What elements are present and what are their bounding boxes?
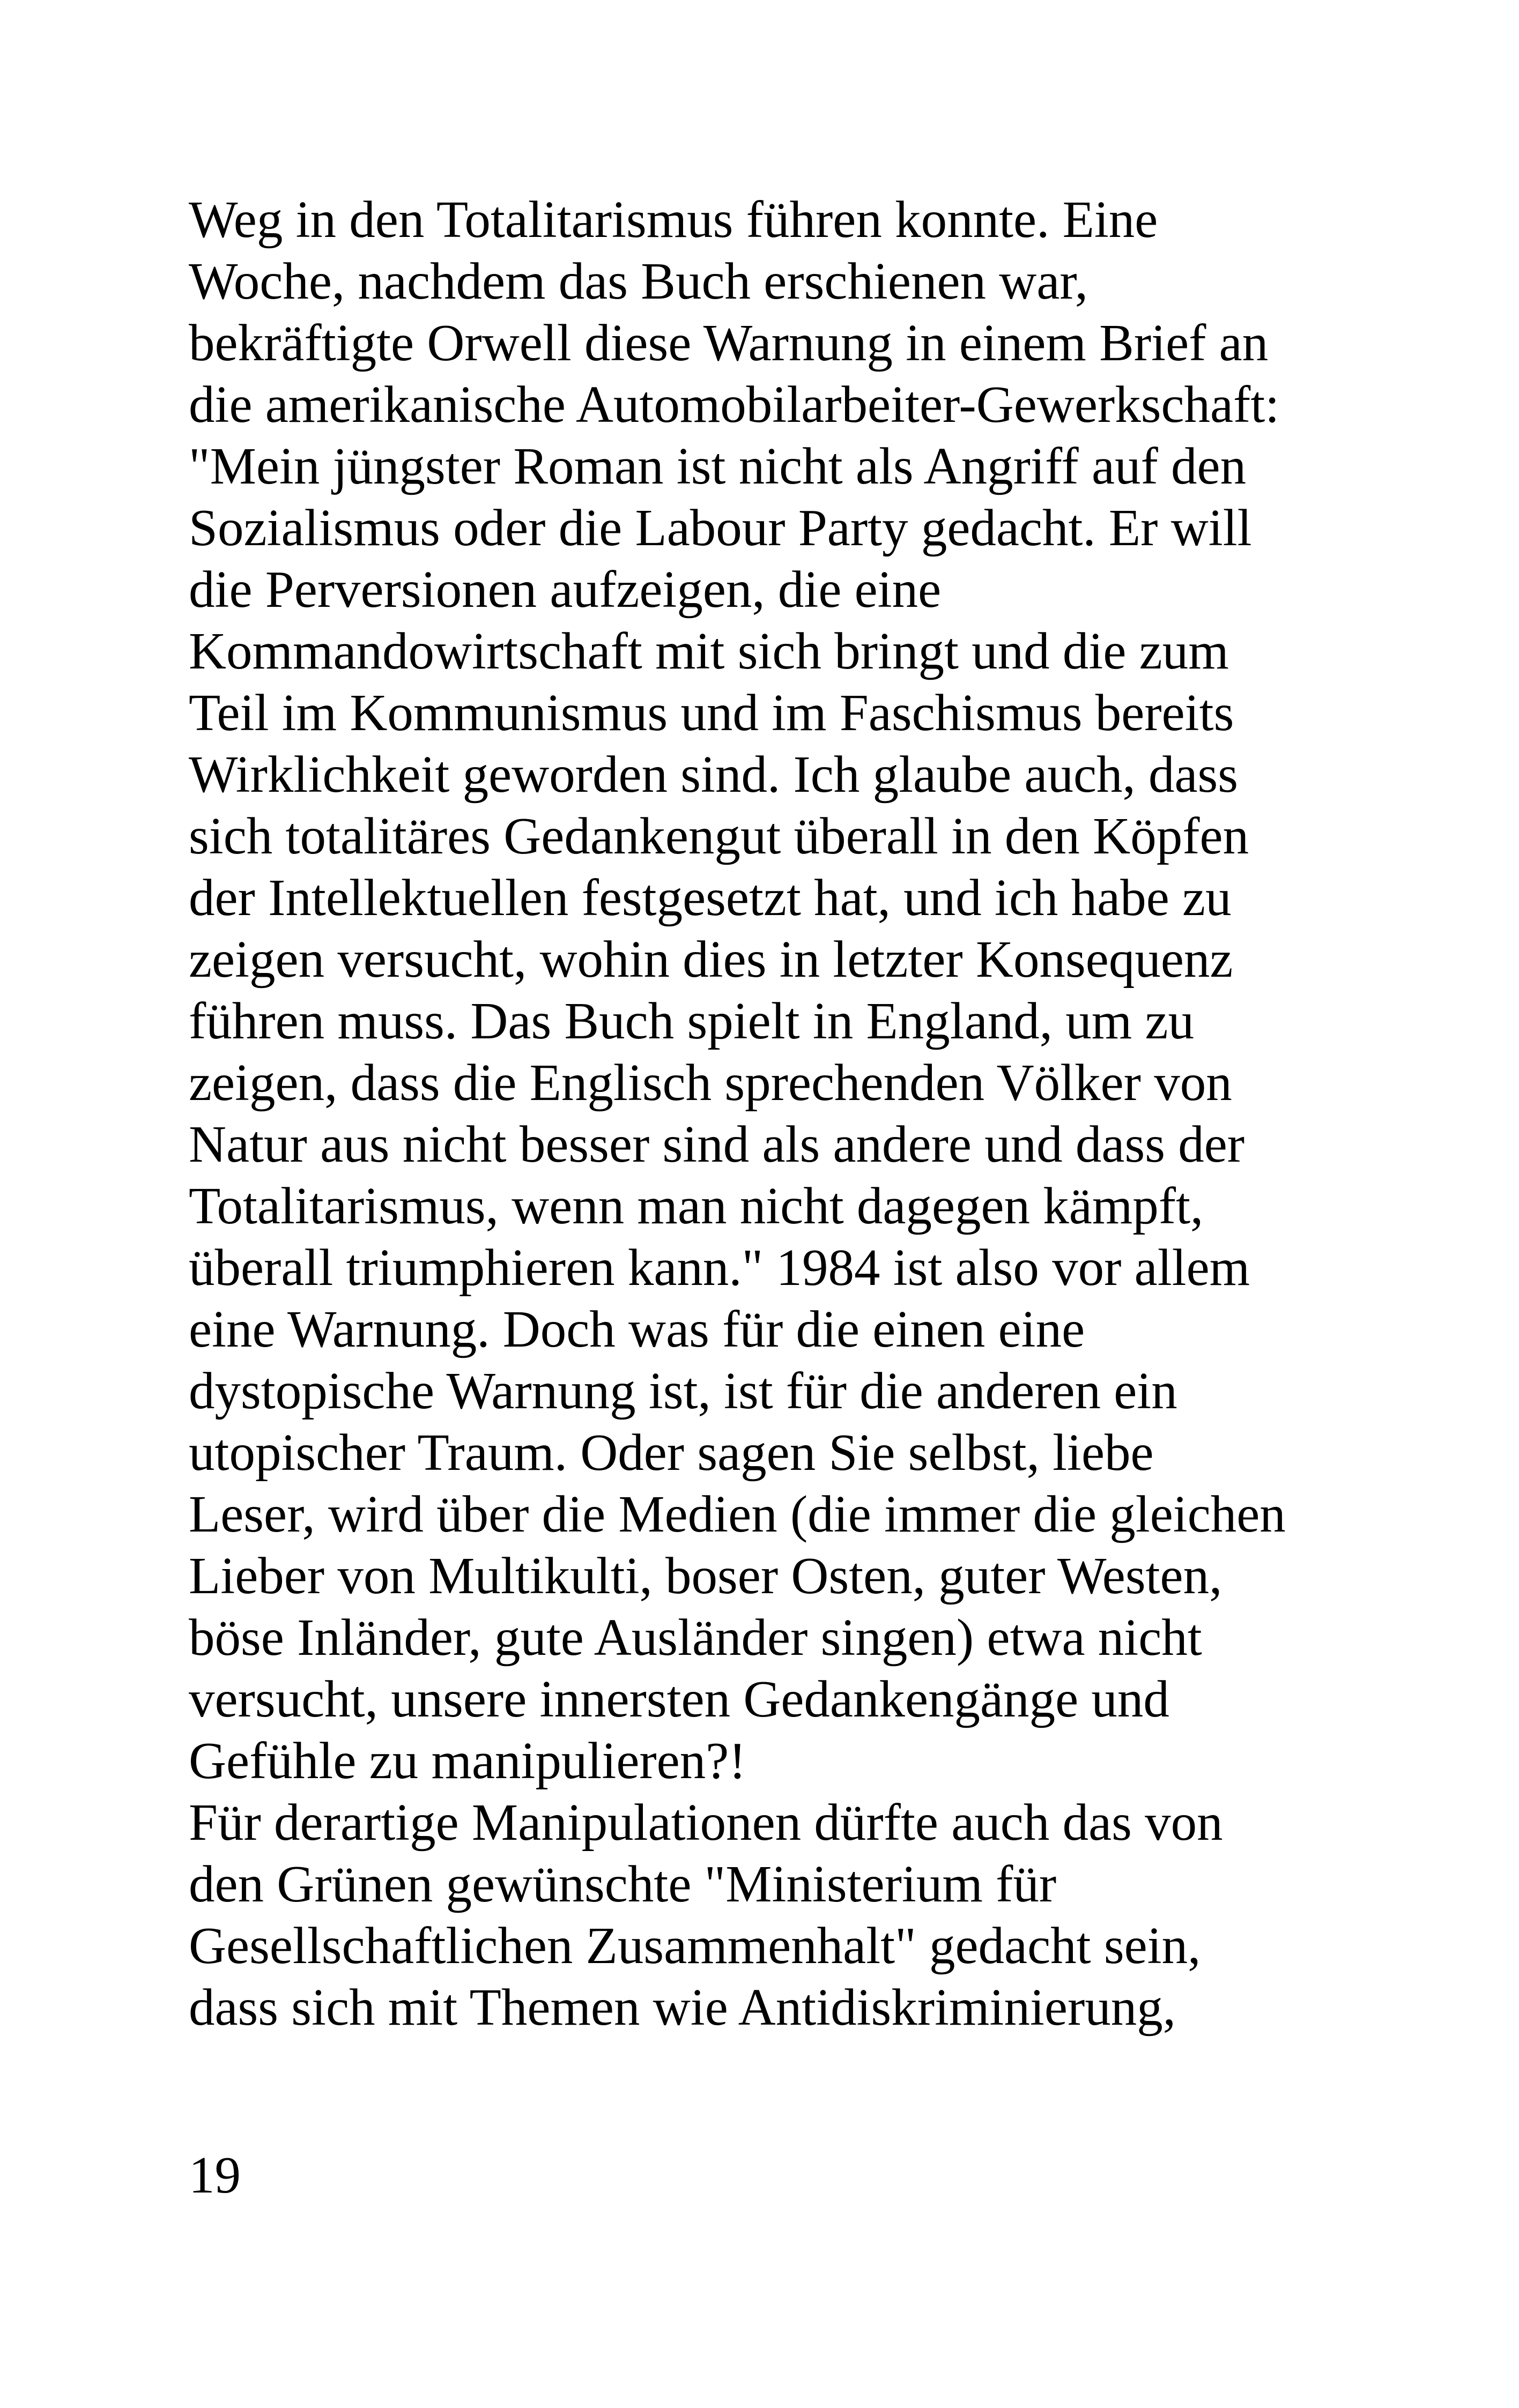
text-line: Lieber von Multikulti, boser Osten, guter Westen, (189, 1547, 1222, 1604)
text-line: den Grünen gewünschte "Ministerium für (189, 1855, 1057, 1913)
text-line: Natur aus nicht besser sind als andere und dass der (189, 1116, 1245, 1173)
text-line: sich totalitäres Gedankengut überall in den Köpfen (189, 807, 1249, 865)
text-line: die Perversionen aufzeigen, die eine (189, 561, 942, 618)
text-line: böse Inländer, gute Ausländer singen) etwa nicht (189, 1609, 1202, 1666)
page-number: 19 (189, 2146, 241, 2204)
text-line: bekräftigte Orwell diese Warnung in einem Brief an (189, 314, 1269, 371)
text-line: dystopische Warnung ist, ist für die anderen ein (189, 1362, 1177, 1419)
text-line: Für derartige Manipulationen dürfte auch das von (189, 1794, 1223, 1851)
text-line: Kommandowirtschaft mit sich bringt und die zum (189, 622, 1229, 680)
text-line: versucht, unsere innersten Gedankengänge und (189, 1670, 1169, 1728)
text-line: zeigen, dass die Englisch sprechenden Völker von (189, 1054, 1232, 1111)
text-line: eine Warnung. Doch was für die einen eine (189, 1300, 1085, 1358)
text-line: die amerikanische Automobilarbeiter-Gewerkschaft: (189, 376, 1280, 433)
text-line: Sozialismus oder die Labour Party gedacht. Er will (189, 499, 1252, 556)
text-line: utopischer Traum. Oder sagen Sie selbst, liebe (189, 1424, 1154, 1481)
text-line: Totalitarismus, wenn man nicht dagegen kämpft, (189, 1177, 1204, 1235)
text-line: "Mein jüngster Roman ist nicht als Angriff auf den (189, 437, 1247, 495)
text-line: Leser, wird über die Medien (die immer die gleichen (189, 1485, 1286, 1543)
text-line: Weg in den Totalitarismus führen konnte. Eine (189, 191, 1158, 248)
text-line: überall triumphieren kann." 1984 ist also vor allem (189, 1239, 1250, 1296)
text-line: Gefühle zu manipulieren?! (189, 1732, 746, 1789)
text-line: dass sich mit Themen wie Antidiskriminierung, (189, 1979, 1176, 2036)
body-text (189, 189, 1518, 2038)
text-line: Gesellschaftlichen Zusammenhalt" gedacht sein, (189, 1917, 1201, 1974)
text-line: Woche, nachdem das Buch erschienen war, (189, 252, 1088, 310)
text-line: führen muss. Das Buch spielt in England, um zu (189, 992, 1195, 1050)
text-line: Teil im Kommunismus und im Faschismus bereits (189, 684, 1234, 741)
text-line: der Intellektuellen festgesetzt hat, und ich habe zu (189, 869, 1232, 926)
text-line: zeigen versucht, wohin dies in letzter Konsequenz (189, 931, 1233, 988)
text-line: Wirklichkeit geworden sind. Ich glaube auch, dass (189, 746, 1239, 803)
